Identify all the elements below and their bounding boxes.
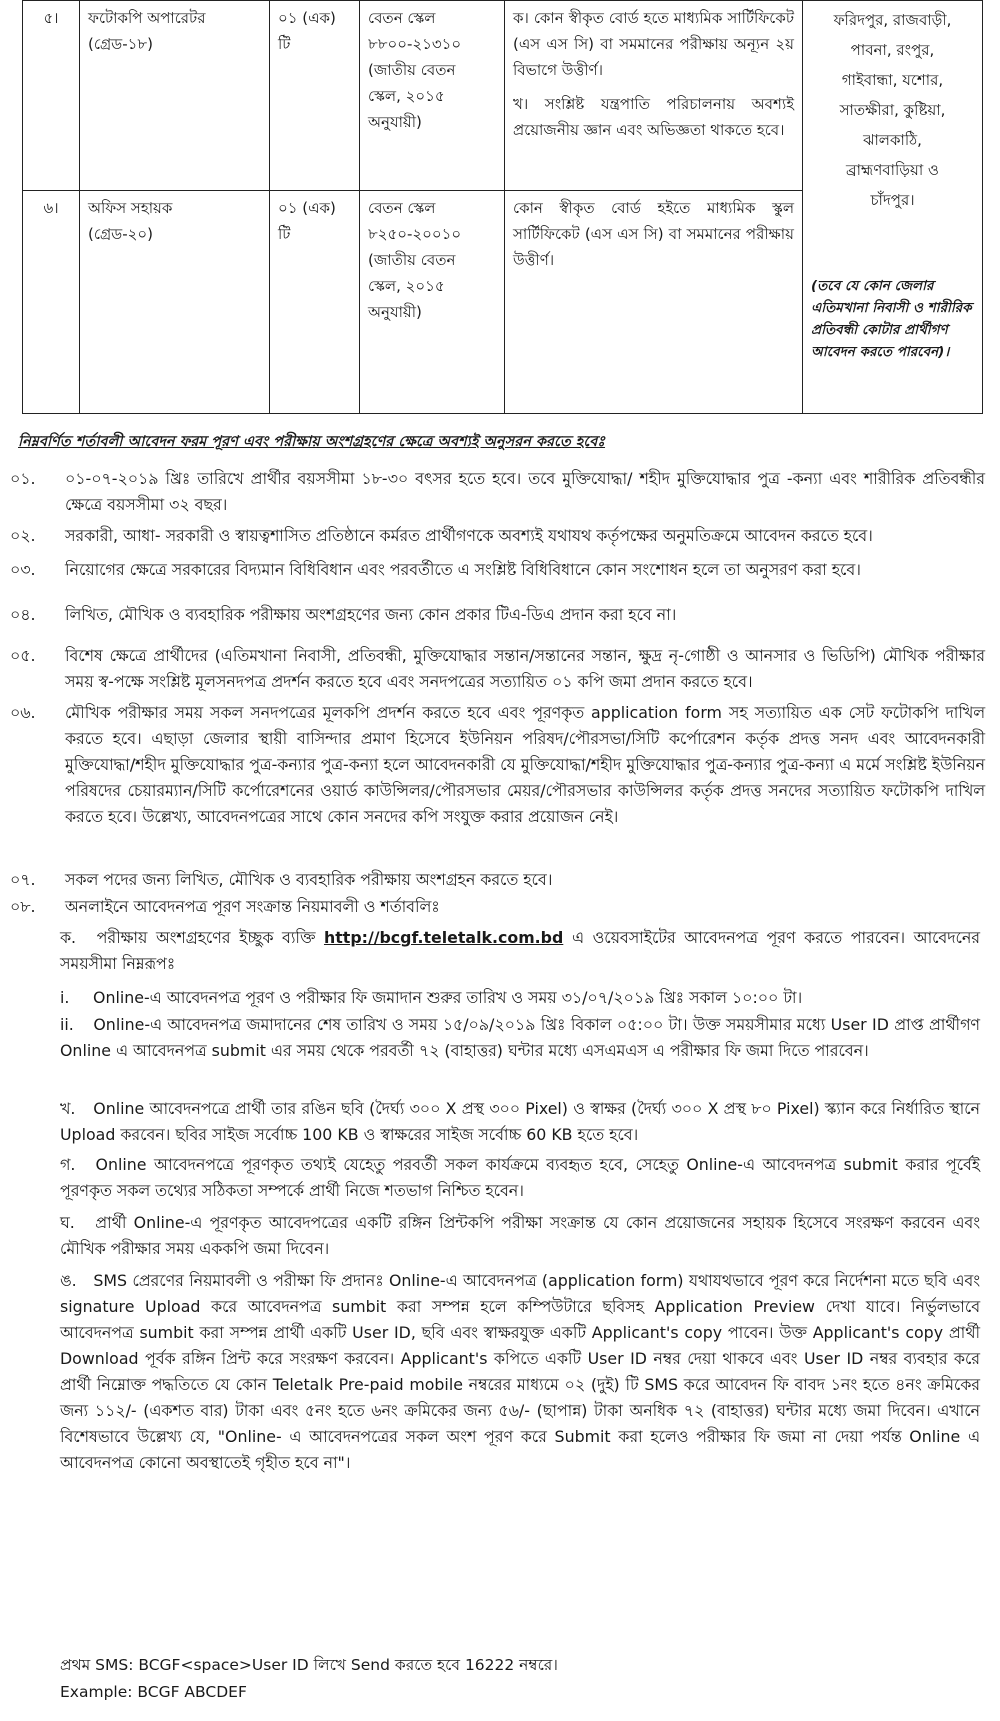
rule-text: Online আবেদনপত্রে প্রার্থী তার রঙিন ছবি (দৈর্ঘ্য ৩০০ X প্রস্থ ৩০০ Pixel) ও স্বাক্ষর (দৈর্ঘ্য ৩০০ X প্রস্থ ৮০ Pixel) স্ক্যান করে নির্ধারিত স্থানে Upload করবেন। ছবির সাইজ সর্বোচ্চ 100 KB ও স্বাক্ষরের সাইজ সর্বোচ্চ 60 KB হতে হবে।	[60, 1099, 980, 1144]
district-line: ঝালকাঠি,	[863, 131, 922, 149]
pay-line: বেতন স্কেল	[368, 9, 436, 27]
rule-label: গ.	[60, 1155, 76, 1174]
rule-label: ক.	[60, 928, 77, 947]
district-line: গাইবান্ধা, যশোর,	[841, 71, 944, 89]
condition-item	[10, 894, 985, 920]
district-line: সাতক্ষীরা, কুষ্টিয়া,	[839, 101, 946, 119]
posts-table	[22, 0, 983, 414]
website-link[interactable]: http://bcgf.teletalk.com.bd	[323, 928, 564, 947]
table-row	[23, 1, 983, 191]
pay-line: স্কেল, ২০১৫	[368, 87, 445, 105]
rule-text: Online আবেদনপত্রে পূরণকৃত তথ্যই যেহেতু পরবর্তী সকল কার্যক্রমে ব্যবহৃত হবে, সেহেতু Online-এ আবেদনপত্র submit করার পূর্বেই পূরণকৃত সকল তথ্যের সঠিকতা সম্পর্কে প্রার্থী নিজে শতভাগ নিশ্চিত হবেন।	[60, 1155, 980, 1200]
rule-label: খ.	[60, 1099, 76, 1118]
conditions-heading: নিম্নবর্ণিত শর্তাবলী আবেদন ফরম পূরণ এবং পরীক্ষায় অংশগ্রহণের ক্ষেত্রে অবশ্যই অনুসরন করতে হবেঃ	[18, 434, 606, 450]
district-line: চাঁদপুর।	[870, 191, 915, 209]
condition-text: অনলাইনে আবেদনপত্র পূরণ সংক্রান্ত নিয়মাবলী ও শর্তাবলিঃ	[65, 897, 440, 916]
rule-label: ঙ.	[60, 1271, 77, 1290]
condition-number: ০৪.	[10, 605, 36, 624]
district-line: ব্রাহ্মণবাড়িয়া ও	[846, 161, 939, 179]
online-rule-ka	[60, 925, 980, 977]
district-line: ফরিদপুর, রাজবাড়ী,	[833, 11, 952, 29]
pay-line: (জাতীয় বেতন	[368, 61, 456, 79]
condition-text: বিশেষ ক্ষেত্রে প্রার্থীদের (এতিমখানা নিবাসী, প্রতিবন্ধী, মুক্তিযোদ্ধার সন্তান/সন্তানের সন্তান, ক্ষুদ্র নৃ-গোষ্ঠী ও আনসার ও ভিডিপি) মৌখিক পরীক্ষার সময় স্ব-পক্ষে সংশ্লিষ্ট মূলসনদপত্র প্রদর্শন করতে হবে এবং সনদপত্রের সত্যায়িত ০১ কপি জমা প্রদান করতে হবে।	[65, 646, 985, 691]
post-grade: (গ্রেড-২০)	[88, 225, 153, 243]
condition-number: ০৭.	[10, 870, 36, 889]
pay-line: বেতন স্কেল	[368, 199, 436, 217]
qualification-cell	[505, 191, 803, 414]
post-cell	[80, 191, 270, 414]
online-rule-umo	[60, 1268, 980, 1476]
condition-item	[10, 466, 985, 518]
pay-line: (জাতীয় বেতন	[368, 251, 456, 269]
condition-item	[10, 523, 985, 549]
pay-cell	[360, 1, 505, 191]
rule-label: ঘ.	[60, 1213, 75, 1232]
rule-label: ii.	[60, 1015, 74, 1034]
serial-cell: ৬।	[23, 191, 80, 414]
qualification-item: খ। সংশ্লিষ্ট যন্ত্রপাতি পরিচালনায় অবশ্যই প্রয়োজনীয় জ্ঞান এবং অভিজ্ঞতা থাকতে হবে।	[513, 95, 794, 139]
condition-number: ০১.	[10, 469, 36, 488]
rule-text: Online-এ আবেদনপত্র পূরণ ও পরীক্ষার ফি জমাদান শুরুর তারিখ ও সময় ৩১/০৭/২০১৯ খ্রিঃ সকাল ১০:০০ টা।	[93, 988, 803, 1007]
condition-number: ০৮.	[10, 897, 36, 916]
rule-text: এ ওয়েবসাইটের আবেদনপত্র পূরণ করতে পারবেন। আবেদনের সময়সীমা নিম্নরূপঃ	[60, 928, 980, 973]
condition-item	[10, 643, 985, 695]
condition-number: ০৬.	[10, 703, 36, 722]
pay-line: ৮৮০০-২১৩১০	[368, 35, 462, 53]
online-rule-ii	[60, 1012, 980, 1064]
pay-line: অনুযায়ী)	[368, 113, 422, 131]
online-rule-ga	[60, 1152, 980, 1204]
condition-text: সরকারী, আধা- সরকারী ও স্বায়ত্বশাসিত প্রতিষ্ঠানে কর্মরত প্রার্থীগণকে অবশ্যই যথাযথ কর্তৃপক্ষের অনুমতিক্রমে আবেদন করতে হবে।	[65, 526, 873, 545]
pay-cell	[360, 191, 505, 414]
pay-line: স্কেল, ২০১৫	[368, 277, 445, 295]
rule-text: প্রার্থী Online-এ পূরণকৃত আবেদপত্রের একটি রঙ্গিন প্রিন্টকপি পরীক্ষা সংক্রান্ত যে কোন প্রয়োজনের সহায়ক হিসেবে সংরক্ষণ করবেন এবং মৌখিক পরীক্ষার সময় এককপি জমা দিবেন।	[60, 1213, 980, 1258]
serial-cell: ৫।	[23, 1, 80, 191]
condition-text: নিয়োগের ক্ষেত্রে সরকারের বিদ্যমান বিধিবিধান এবং পরবর্তীতে এ সংশ্লিষ্ট বিধিবিধানে কোন সংশোধন হলে তা অনুসরণ করা হবে।	[65, 560, 861, 579]
condition-number: ০৫.	[10, 646, 36, 665]
qualification-item: ক। কোন স্বীকৃত বোর্ড হতে মাধ্যমিক সার্টিফিকেট (এস এস সি) বা সমমানের পরীক্ষায় অন্যূন ২য় বিভাগে উত্তীর্ণ।	[513, 9, 794, 79]
rule-text: SMS প্রেরণের নিয়মাবলী ও পরীক্ষা ফি প্রদানঃ Online-এ আবেদনপত্র (application form) যথাযথভাবে পূরণ করে নির্দেশনা মতে ছবি এবং signature Upload করে আবেদনপত্র sumbit করা সম্পন্ন হলে কম্পিউটারে ছবিসহ Application Preview দেখা যাবে। নির্ভুলভাবে আবেদনপত্র sumbit করা সম্পন্ন প্রার্থী একটি User ID, ছবি এবং স্বাক্ষরযুক্ত একটি Applicant's copy পাবেন। উক্ত Applicant's copy প্রার্থী Download পূর্বক রঙ্গিন প্রিন্ট করে সংরক্ষণ করবেন। Applicant's কপিতে একটি User ID নম্বর দেয়া থাকবে এবং User ID নম্বর ব্যবহার করে প্রার্থী নিম্নোক্ত পদ্ধতিতে যে কোন Teletalk Pre-paid mobile নম্বরের মাধ্যমে ০২ (দুই) টি SMS করে আবেদন ফি বাবদ ১নং হতে ৪নং ক্রমিকের জন্য ১১২/- (একশত বার) টাকা এবং ৫নং হতে ৬নং ক্রমিকের জন্য ৫৬/- (ছাপান্ন) টাকা অনধিক ৭২ (বাহাত্তর) ঘন্টার মধ্যে জমা দিবেন। এখানে বিশেষভাবে উল্লেখ্য যে, "Online- এ আবেদনপত্রের সকল অংশ পূরণ করে Submit করা হলেও পরীক্ষার ফি জমা না দেয়া পর্যন্ত Online এ আবেদনপত্র কোনো অবস্থাতেই গৃহীত হবে না"।	[60, 1271, 980, 1472]
condition-text: মৌখিক পরীক্ষার সময় সকল সনদপত্রের মূলকপি প্রদর্শন করতে হবে এবং পূরণকৃত application form সহ সত্যায়িত এক সেট ফটোকপি দাখিল করতে হবে। এছাড়া জেলার স্থায়ী বাসিন্দার প্রমাণ হিসেবে ইউনিয়ন পরিষদ/পৌরসভা/সিটি কর্পোরেশন কর্তৃক প্রদত্ত সনদ এবং আবেদনকারী মুক্তিযোদ্ধা/শহীদ মুক্তিযোদ্ধার পুত্র-কন্যার পুত্র-কন্যা হলে আবেদনকারী যে মুক্তিযোদ্ধা/শহীদ মুক্তিযোদ্ধার পুত্র-কন্যার পুত্র-কন্যা এ মর্মে সংশ্লিষ্ট ইউনিয়ন পরিষদের চেয়ারম্যান/সিটি কর্পোরেশনের ওয়ার্ড কাউন্সিলর/পৌরসভার মেয়র/পৌরসভার কাউন্সিলর কর্তৃক প্রদত্ত সনদের সত্যায়িত ফটোকপি দাখিল করতে হবে। উল্লেখ্য, আবেদনপত্রের সাথে কোন সনদের কপি সংযুক্ত করার প্রয়োজন নেই।	[65, 703, 985, 826]
condition-item	[10, 557, 985, 583]
post-name: অফিস সহায়ক	[88, 199, 173, 217]
condition-item	[10, 700, 985, 830]
condition-text: সকল পদের জন্য লিখিত, মৌখিক ও ব্যবহারিক পরীক্ষায় অংশগ্রহন করতে হবে।	[65, 870, 553, 889]
online-rule-gha	[60, 1210, 980, 1262]
rule-text: পরীক্ষায় অংশগ্রহণের ইচ্ছুক ব্যক্তি	[96, 928, 316, 947]
online-rule-i	[60, 985, 980, 1011]
post-name: ফটোকপি অপারেটর	[88, 9, 206, 27]
district-line: পাবনা, রংপুর,	[850, 41, 935, 59]
qualification-cell	[505, 1, 803, 191]
rule-text: Online-এ আবেদনপত্র জমাদানের শেষ তারিখ ও সময় ১৫/০৯/২০১৯ খ্রিঃ বিকাল ০৫:০০ টা। উক্ত সময়সীমার মধ্যে User ID প্রাপ্ত প্রার্থীগণ Online এ আবেদনপত্র submit এর সময় থেকে পরবর্তী ৭২ (বাহাত্তর) ঘন্টার মধ্যে এসএমএস এ পরীক্ষার ফি জমা দিতে পারবেন।	[60, 1015, 980, 1060]
condition-item	[10, 867, 985, 893]
condition-text: ০১-০৭-২০১৯ খ্রিঃ তারিখে প্রার্থীর বয়সসীমা ১৮-৩০ বৎসর হতে হবে। তবে মুক্তিযোদ্ধা/ শহীদ মুক্তিযোদ্ধার পুত্র -কন্যা এবং শারীরিক প্রতিবন্ধীর ক্ষেত্রে বয়সসীমা ৩২ বছর।	[65, 469, 985, 514]
online-rule-kha	[60, 1096, 980, 1148]
rule-label: i.	[60, 988, 70, 1007]
condition-item	[10, 602, 985, 628]
district-note: (তবে যে কোন জেলার এতিমখানা নিবাসী ও শারীরিক প্রতিবন্ধী কোটার প্রার্থীগণ আবেদন করতে পারবেন)।	[811, 278, 972, 360]
pay-line: ৮২৫০-২০০১০	[368, 225, 462, 243]
post-cell	[80, 1, 270, 191]
qualification-item: কোন স্বীকৃত বোর্ড হইতে মাধ্যমিক স্কুল সার্টিফিকেট (এস এস সি) বা সমমানের পরীক্ষায় উত্তীর্ণ।	[513, 199, 794, 269]
pay-line: অনুযায়ী)	[368, 303, 422, 321]
sms-instruction: প্রথম SMS: BCGF<space>User ID লিখে Send করতে হবে 16222 নম্বরে।	[60, 1656, 558, 1674]
condition-text: লিখিত, মৌখিক ও ব্যবহারিক পরীক্ষায় অংশগ্রহণের জন্য কোন প্রকার টিএ-ডিএ প্রদান করা হবে না।	[65, 605, 677, 624]
count-cell: ০১ (এক) টি	[270, 1, 360, 191]
districts-cell	[803, 1, 983, 414]
condition-number: ০৩.	[10, 560, 36, 579]
condition-number: ০২.	[10, 526, 36, 545]
post-grade: (গ্রেড-১৮)	[88, 35, 153, 53]
sms-example: Example: BCGF ABCDEF	[60, 1683, 247, 1701]
count-cell: ০১ (এক) টি	[270, 191, 360, 414]
